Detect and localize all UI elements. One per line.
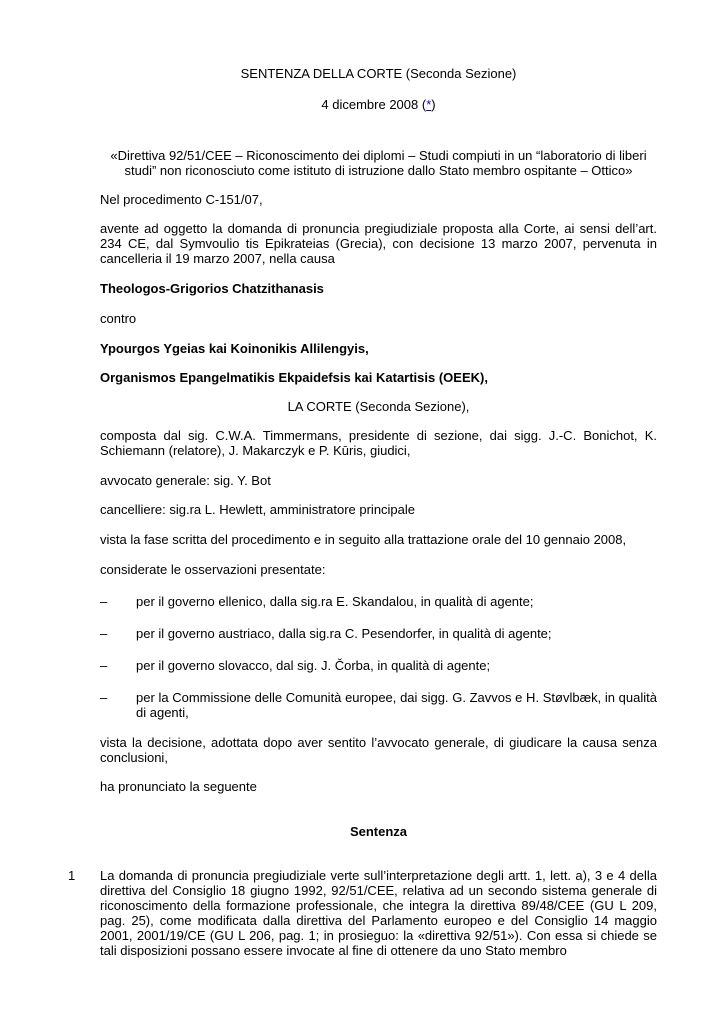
observations-intro: considerate le osservazioni presentate:: [100, 562, 326, 577]
footnote-link[interactable]: *: [426, 97, 432, 112]
list-dash: –: [100, 658, 108, 673]
list-dash: –: [100, 690, 108, 705]
judgment-heading: SENTENZA DELLA CORTE (Seconda Sezione): [240, 66, 517, 81]
decision-paragraph: vista la decisione, adottata dopo aver sentito l’avvocato generale, di giudicare la causa senza conclusioni,: [100, 735, 657, 765]
defendant-2: Organismos Epangelmatikis Ekpaidefsis kai Katartisis (OEEK),: [100, 370, 488, 385]
date-text: 4 dicembre 2008 (: [321, 97, 427, 112]
pronounced-line: ha pronunciato la seguente: [100, 779, 257, 794]
judgment-date: [100, 97, 657, 112]
advocate-general: avvocato generale: sig. Y. Bot: [100, 473, 271, 488]
list-item: per il governo austriaco, dalla sig.ra C. Pesendorfer, in qualità di agente;: [136, 626, 552, 641]
list-dash: –: [100, 626, 108, 641]
list-item: per il governo ellenico, dalla sig.ra E. Skandalou, in qualità di agente;: [136, 594, 534, 609]
court-heading: LA CORTE (Seconda Sezione),: [287, 399, 470, 414]
versus-label: contro: [100, 311, 137, 326]
defendant-1: Ypourgos Ygeias kai Koinonikis Allilengyis,: [100, 341, 369, 356]
paragraph-number: 1: [68, 868, 76, 883]
case-subject: «Direttiva 92/51/CEE – Riconoscimento dei diplomi – Studi compiuti in un “laboratorio di liberi studi” non riconosciuto come istituto di istruzione dallo Stato membro ospitante – Ottico»: [110, 148, 647, 178]
list-item: per la Commissione delle Comunità europee, dai sigg. G. Zavvos e H. Støvlbæk, in qualità di agenti,: [136, 690, 657, 720]
list-item: per il governo slovacco, dal sig. J. Čorba, in qualità di agente;: [136, 658, 491, 673]
request-paragraph: avente ad oggetto la domanda di pronuncia pregiudiziale proposta alla Corte, ai sensi dell’art. 234 CE, dal Symvoulio tis Epikrateias (Grecia), con decisione 13 marzo 2007, pervenuta in cancelleria il 19 marzo 2007, nella causa: [100, 221, 657, 266]
date-close: ): [431, 97, 436, 112]
registrar: cancelliere: sig.ra L. Hewlett, amministratore principale: [100, 502, 416, 517]
list-dash: –: [100, 594, 108, 609]
written-procedure: vista la fase scritta del procedimento e in seguito alla trattazione orale del 10 gennaio 2008,: [100, 532, 627, 547]
applicant-name: Theologos-Grigorios Chatzithanasis: [100, 281, 324, 296]
judgment-title: Sentenza: [349, 824, 408, 839]
court-composition: composta dal sig. C.W.A. Timmermans, presidente di sezione, dai sigg. J.-C. Bonichot, K. Schiemann (relatore), J. Makarczyk e P. Kūris, giudici,: [100, 428, 657, 458]
procedure-number: Nel procedimento C-151/07,: [100, 192, 263, 207]
paragraph-1-text: La domanda di pronuncia pregiudiziale verte sull’interpretazione degli artt. 1, lett. a), 3 e 4 della direttiva del Consiglio 18 giugno 1992, 92/51/CEE, relativa ad un secondo sistema generale di riconoscimento della formazione professionale, che integra la direttiva 89/48/CEE (GU L 209, pag. 25), come modificata dalla direttiva del Parlamento europeo e del Consiglio 14 maggio 2001, 2001/19/CE (GU L 206, pag. 1; in prosieguo: la «direttiva 92/51»). Con essa si chiede se tali disposizioni possano essere invocate al fine di ottenere da uno Stato membro: [100, 868, 657, 958]
